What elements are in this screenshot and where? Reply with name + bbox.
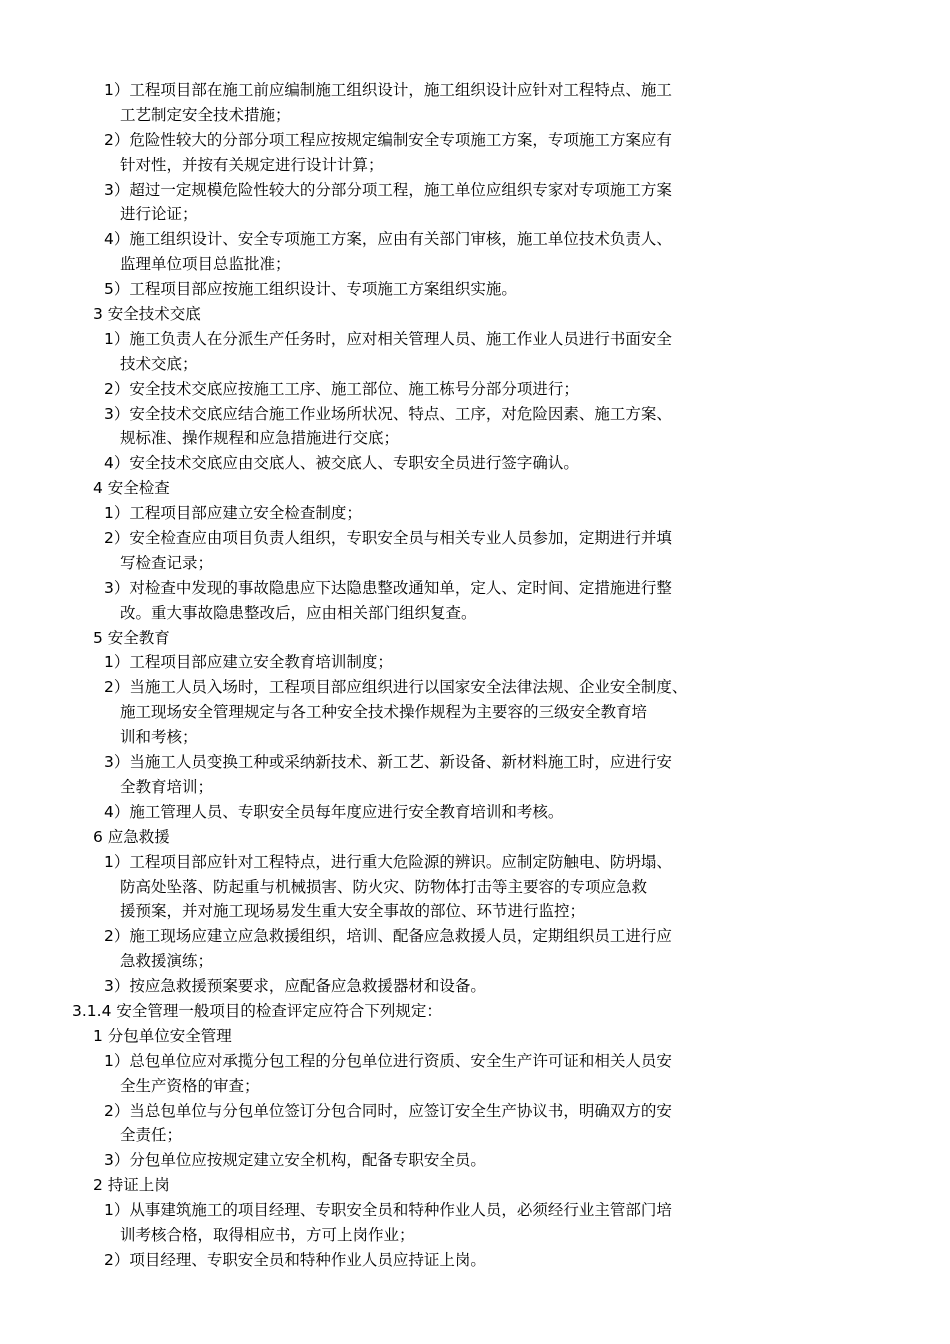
paragraph-continuation: 工艺制定安全技术措施； [120, 105, 291, 124]
list-item: 3）按应急救援预案要求，应配备应急救援器材和设备。 [104, 977, 486, 996]
section-heading: 1 分包单位安全管理 [93, 1026, 232, 1045]
section-heading: 6 应急救援 [93, 827, 170, 846]
section-heading: 2 持证上岗 [93, 1176, 170, 1195]
list-item: 3）分包单位应按规定建立安全机构，配备专职安全员。 [104, 1151, 486, 1170]
paragraph-continuation: 施工现场安全管理规定与各工种安全技术操作规程为主要容的三级安全教育培 [120, 703, 648, 722]
paragraph-continuation: 训考核合格，取得相应书，方可上岗作业； [120, 1225, 415, 1244]
list-item: 2）安全技术交底应按施工工序、施工部位、施工栋号分部分项进行； [104, 379, 579, 398]
paragraph-continuation: 训和考核； [120, 728, 198, 747]
paragraph-continuation: 规标准、操作规程和应急措施进行交底； [120, 429, 400, 448]
paragraph-continuation: 改。重大事故隐患整改后，应由相关部门组织复查。 [120, 603, 477, 622]
list-item: 3）超过一定规模危险性较大的分部分项工程，施工单位应组织专家对专项施工方案 [104, 180, 672, 199]
list-item: 4）施工管理人员、专职安全员每年度应进行安全教育培训和考核。 [104, 802, 564, 821]
list-item: 2）当总包单位与分包单位签订分包合同时，应签订安全生产协议书，明确双方的安 [104, 1101, 672, 1120]
list-item: 2）施工现场应建立应急救援组织，培训、配备应急救援人员，定期组织员工进行应 [104, 927, 672, 946]
paragraph-continuation: 防高处坠落、防起重与机械损害、防火灾、防物体打击等主要容的专项应急救 [120, 877, 648, 896]
list-item: 2）危险性较大的分部分项工程应按规定编制安全专项施工方案，专项施工方案应有 [104, 130, 672, 149]
list-item: 1）从事建筑施工的项目经理、专职安全员和特种作业人员，必须经行业主管部门培 [104, 1201, 672, 1220]
paragraph-continuation: 全教育培训； [120, 777, 214, 796]
list-item: 3）对检查中发现的事故隐患应下达隐患整改通知单，定人、定时间、定措施进行整 [104, 578, 672, 597]
paragraph-continuation: 写检查记录； [120, 553, 214, 572]
list-item: 1）工程项目部应建立安全教育培训制度； [104, 653, 393, 672]
list-item: 4）施工组织设计、安全专项施工方案，应由有关部门审核，施工单位技术负责人、 [104, 230, 672, 249]
paragraph-continuation: 全生产资格的审查； [120, 1076, 260, 1095]
list-item: 1）工程项目部应针对工程特点，进行重大危险源的辨识。应制定防触电、防坍塌、 [104, 852, 672, 871]
section-heading: 4 安全检查 [93, 479, 170, 498]
section-heading: 5 安全教育 [93, 628, 170, 647]
paragraph-continuation: 进行论证； [120, 205, 198, 224]
paragraph-continuation: 全责任； [120, 1126, 183, 1145]
paragraph-continuation: 急救援演练； [120, 952, 214, 971]
paragraph-continuation: 技术交底； [120, 354, 198, 373]
paragraph-continuation: 监理单位项目总监批准； [120, 255, 291, 274]
clause-heading: 3.1.4 安全管理一般项目的检查评定应符合下列规定： [72, 1001, 442, 1020]
list-item: 3）安全技术交底应结合施工作业场所状况、特点、工序，对危险因素、施工方案、 [104, 404, 672, 423]
document-page [0, 78, 950, 1273]
list-item: 2）安全检查应由项目负责人组织，专职安全员与相关专业人员参加，定期进行并填 [104, 529, 672, 548]
list-item: 1）工程项目部应建立安全检查制度； [104, 504, 362, 523]
paragraph-continuation: 针对性，并按有关规定进行设计计算； [120, 155, 384, 174]
list-item: 2）项目经理、专职安全员和特种作业人员应持证上岗。 [104, 1250, 486, 1269]
list-item: 3）当施工人员变换工种或采纳新技术、新工艺、新设备、新材料施工时，应进行安 [104, 753, 672, 772]
list-item: 4）安全技术交底应由交底人、被交底人、专职安全员进行签字确认。 [104, 454, 579, 473]
paragraph-continuation: 援预案，并对施工现场易发生重大安全事故的部位、环节进行监控； [120, 902, 586, 921]
list-item: 1）总包单位应对承揽分包工程的分包单位进行资质、安全生产许可证和相关人员安 [104, 1051, 672, 1070]
list-item: 5）工程项目部应按施工组织设计、专项施工方案组织实施。 [104, 280, 517, 299]
list-item: 1）施工负责人在分派生产任务时，应对相关管理人员、施工作业人员进行书面安全 [104, 329, 672, 348]
list-item: 1）工程项目部在施工前应编制施工组织设计，施工组织设计应针对工程特点、施工 [104, 81, 672, 99]
section-heading: 3 安全技术交底 [93, 305, 201, 324]
list-item: 2）当施工人员入场时，工程项目部应组织进行以国家安全法律法规、企业安全制度、 [104, 678, 688, 697]
